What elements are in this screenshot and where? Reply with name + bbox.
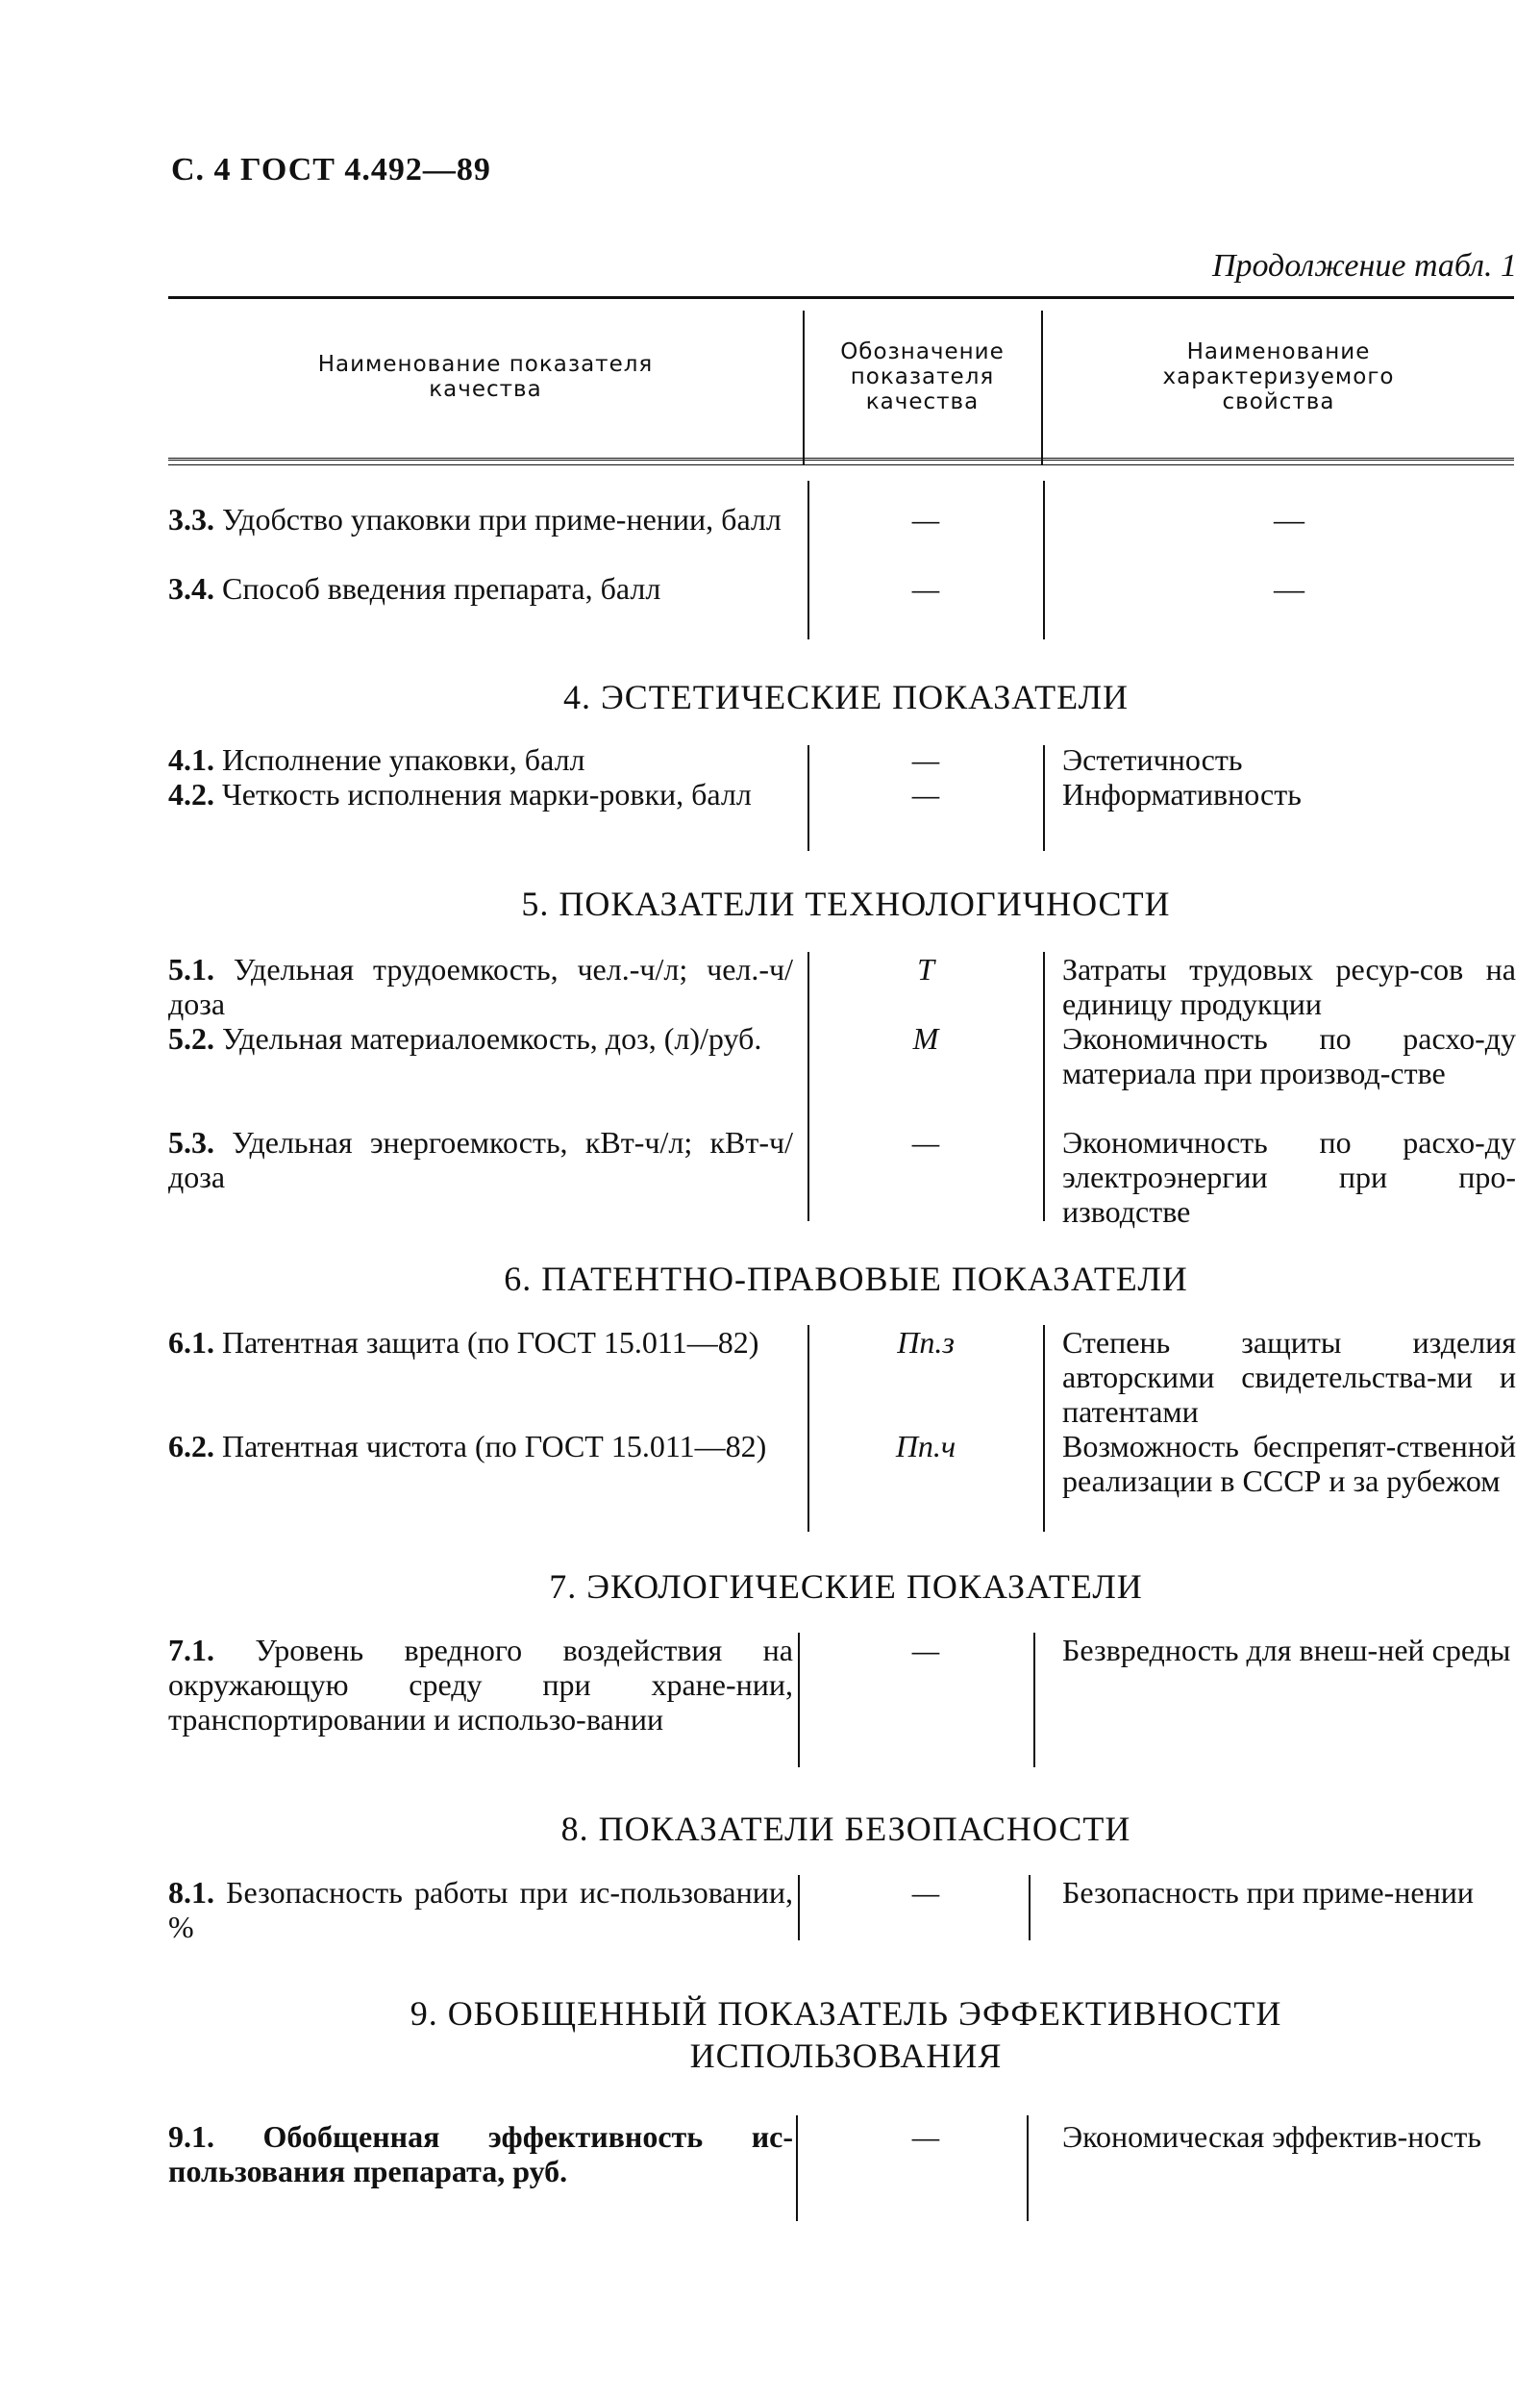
table-header bbox=[168, 296, 1514, 462]
indicator-name: 5.3. Удельная энергоемкость, кВт-ч/л; кВт-ч/доза bbox=[168, 1125, 794, 1194]
section-title: 7. ЭКОЛОГИЧЕСКИЕ ПОКАЗАТЕЛИ bbox=[549, 1567, 1143, 1606]
table-continuation-label: Продолжение табл. 1 bbox=[1211, 248, 1517, 284]
indicator-name: 8.1. Безопасность работы при ис-пользовании, % bbox=[168, 1875, 794, 1944]
indicator-property: Экономичность по расхо-ду материала при производ-стве bbox=[1062, 1021, 1516, 1090]
indicator-symbol: Пп.з bbox=[897, 1325, 955, 1360]
indicator-name: 5.1. Удельная трудоемкость, чел.-ч/л; чел.-ч/доза bbox=[168, 952, 793, 1021]
indicator-symbol: — bbox=[911, 1125, 940, 1160]
header-col-property: Наименование характеризуемого свойства bbox=[1162, 339, 1395, 414]
indicator-symbol: Т bbox=[917, 952, 934, 987]
column-divider bbox=[798, 1633, 800, 1767]
header-bottom-rule bbox=[168, 458, 1514, 465]
header-col-name: Наименование показателя качества bbox=[317, 352, 654, 402]
section-title: 9. ОБОБЩЕННЫЙ ПОКАЗАТЕЛЬ ЭФФЕКТИВНОСТИ ИСПОЛЬЗОВАНИЯ bbox=[410, 1994, 1282, 2075]
section-title: 5. ПОКАЗАТЕЛИ ТЕХНОЛОГИЧНОСТИ bbox=[521, 885, 1171, 923]
indicator-property: Безопасность при приме-нении bbox=[1062, 1875, 1474, 1910]
column-divider bbox=[1029, 1875, 1031, 1940]
section-title: 6. ПАТЕНТНО-ПРАВОВЫЕ ПОКАЗАТЕЛИ bbox=[504, 1260, 1188, 1298]
column-divider bbox=[1043, 745, 1045, 851]
column-divider bbox=[1027, 2115, 1029, 2221]
indicator-symbol: М bbox=[912, 1021, 939, 1056]
indicator-symbol: — bbox=[911, 1875, 940, 1910]
page-header: С. 4 ГОСТ 4.492—89 bbox=[171, 152, 491, 187]
indicator-property: Возможность беспрепят-ственной реализации в СССР и за рубежом bbox=[1062, 1429, 1516, 1498]
indicator-symbol: — bbox=[911, 2119, 940, 2154]
indicator-property: Эстетичность bbox=[1062, 742, 1243, 777]
indicator-name: 4.1. Исполнение упаковки, балл bbox=[168, 742, 585, 777]
indicator-symbol: — bbox=[911, 742, 940, 777]
indicator-symbol: Пп.ч bbox=[895, 1429, 956, 1463]
indicator-name: 9.1. Обобщенная эффективность ис-пользования препарата, руб. bbox=[168, 2119, 793, 2188]
indicator-property: Экономическая эффектив-ность bbox=[1062, 2119, 1481, 2154]
indicator-property: — bbox=[1274, 571, 1304, 606]
indicator-symbol: — bbox=[911, 777, 940, 812]
table-row bbox=[168, 571, 1524, 648]
column-divider bbox=[807, 952, 809, 1221]
indicator-property: Экономичность по расхо-ду электроэнергии при про-изводстве bbox=[1062, 1125, 1516, 1229]
indicator-name: 7.1. Уровень вредного воздействия на окружающую среду при хране-нии, транспортировании и использо-вании bbox=[168, 1633, 794, 1737]
column-divider bbox=[807, 1325, 809, 1532]
column-divider bbox=[1033, 1633, 1035, 1767]
indicator-property: Безвредность для внеш-ней среды bbox=[1062, 1633, 1511, 1667]
column-divider bbox=[807, 481, 809, 639]
column-divider bbox=[1043, 952, 1045, 1221]
indicator-name: 3.3. Удобство упаковки при приме-нении, балл bbox=[168, 502, 782, 537]
indicator-symbol: — bbox=[911, 571, 940, 606]
indicator-name: 3.4. Способ введения препарата, балл bbox=[168, 571, 661, 606]
indicator-name: 6.1. Патентная защита (по ГОСТ 15.011—82) bbox=[168, 1325, 759, 1360]
indicator-name: 5.2. Удельная материалоемкость, доз, (л)/руб. bbox=[168, 1021, 762, 1056]
header-col-symbol: Обозначение показателя качества bbox=[840, 339, 1005, 414]
indicator-symbol: — bbox=[911, 1633, 940, 1667]
column-divider bbox=[798, 1875, 800, 1940]
indicator-property: Информативность bbox=[1062, 777, 1302, 812]
column-divider bbox=[1043, 481, 1045, 639]
indicator-symbol: — bbox=[911, 502, 940, 537]
indicator-property: Затраты трудовых ресур-сов на единицу продукции bbox=[1062, 952, 1516, 1021]
indicator-property: Степень защиты изделия авторскими свидетельства-ми и патентами bbox=[1062, 1325, 1516, 1429]
column-divider bbox=[807, 745, 809, 851]
column-divider bbox=[796, 2115, 798, 2221]
section-title: 8. ПОКАЗАТЕЛИ БЕЗОПАСНОСТИ bbox=[560, 1810, 1131, 1848]
indicator-property: — bbox=[1274, 502, 1304, 537]
indicator-name: 6.2. Патентная чистота (по ГОСТ 15.011—82) bbox=[168, 1429, 767, 1463]
section-title: 4. ЭСТЕТИЧЕСКИЕ ПОКАЗАТЕЛИ bbox=[562, 678, 1130, 716]
indicator-name: 4.2. Четкость исполнения марки-ровки, балл bbox=[168, 777, 752, 812]
column-divider bbox=[1043, 1325, 1045, 1532]
